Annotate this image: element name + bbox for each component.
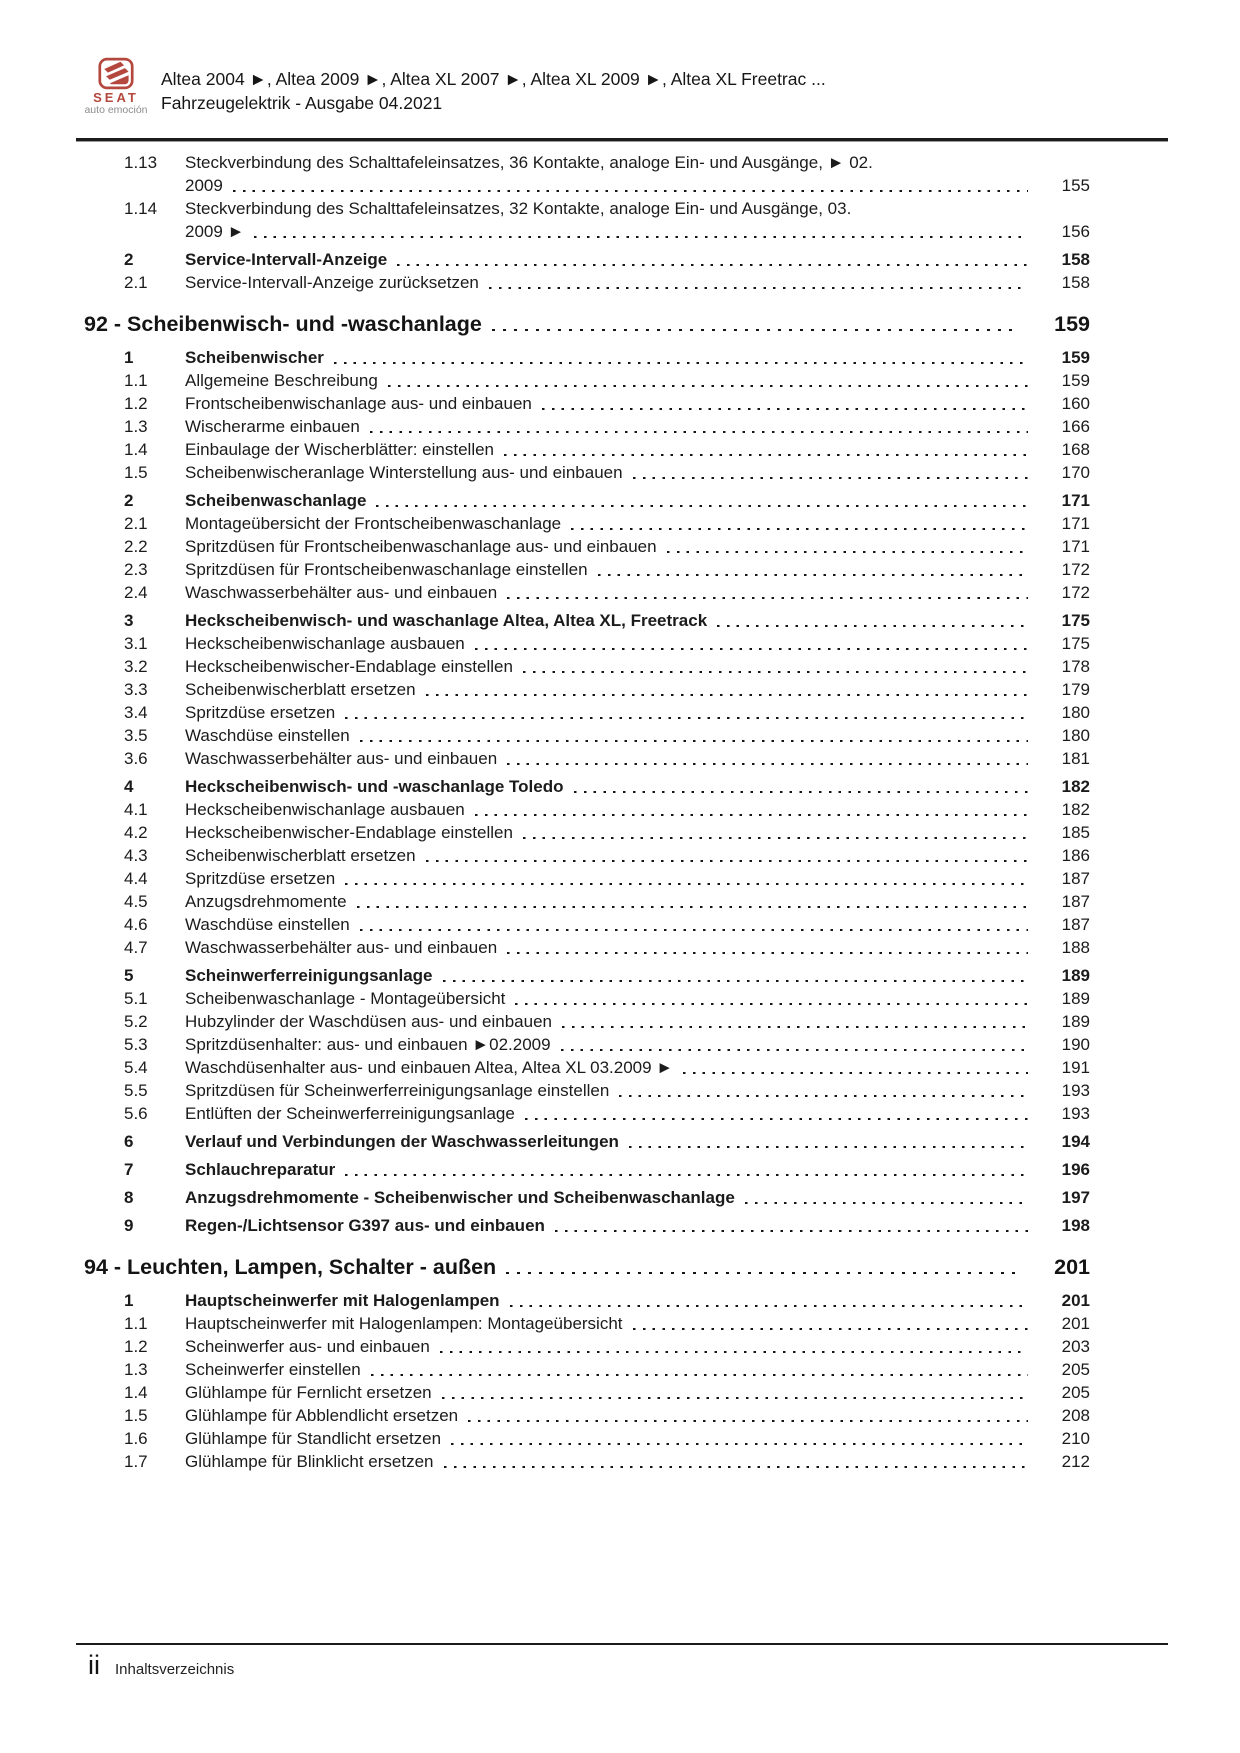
toc-entry-continuation: [84, 220, 1090, 243]
toc-entry-title: Glühlampe für Fernlicht ersetzen: [185, 1383, 432, 1402]
toc-entry-number: 1: [124, 1291, 134, 1310]
toc-entry-page: 171: [1061, 514, 1090, 533]
toc-entry-number: 5.1: [124, 989, 148, 1008]
dot-leader: [515, 1003, 1028, 1006]
toc-entry-number: 1: [124, 348, 134, 367]
toc-entry-title: Spritzdüsen für Frontscheibenwaschanlage aus- und einbauen: [185, 537, 657, 556]
toc-entry: [84, 415, 1090, 438]
toc-entry-page: 189: [1061, 966, 1090, 985]
toc-entry-page: 185: [1061, 823, 1090, 842]
toc-entry-page: 197: [1061, 1188, 1090, 1207]
toc-entry-page: 187: [1061, 915, 1090, 934]
toc-section-title: 94 - Leuchten, Lampen, Schalter - außen: [84, 1255, 497, 1279]
dot-leader: [468, 1420, 1028, 1423]
toc-entry-number: 5.6: [124, 1104, 148, 1123]
toc-entry-title: Scheibenwischerblatt ersetzen: [185, 846, 416, 865]
footer-divider: [76, 1643, 1168, 1645]
toc-entry-page: 201: [1061, 1314, 1090, 1333]
seat-logo-brand: SEAT: [93, 90, 139, 105]
toc-entry-page: 168: [1061, 440, 1090, 459]
toc-entry-title: Waschdüse einstellen: [185, 915, 350, 934]
toc-entry-page: 193: [1061, 1104, 1090, 1123]
dot-leader: [510, 1305, 1028, 1308]
dot-leader: [444, 1466, 1028, 1469]
toc-entry-number: 5.4: [124, 1058, 148, 1077]
dot-leader: [345, 1174, 1028, 1177]
toc-entry-title: Allgemeine Beschreibung: [185, 371, 378, 390]
toc-entry-title: Scheibenwischer: [185, 348, 324, 367]
toc-entry-page: 196: [1061, 1160, 1090, 1179]
toc-entry-number: 1.4: [124, 440, 148, 459]
toc-entry: [84, 964, 1090, 987]
toc-entry-page: 178: [1061, 657, 1090, 676]
toc-entry: [84, 1404, 1090, 1427]
toc-entry: [84, 1056, 1090, 1079]
toc-entry-page: 172: [1061, 560, 1090, 579]
toc-entry-number: 5.3: [124, 1035, 148, 1054]
toc-entry-page: 210: [1061, 1429, 1090, 1448]
toc-entry-number: 6: [124, 1132, 134, 1151]
toc-entry-title: Waschwasserbehälter aus- und einbauen: [185, 749, 498, 768]
toc-entry-number: 1.1: [124, 371, 148, 390]
dot-leader: [370, 431, 1028, 434]
toc-entry-number: 7: [124, 1160, 134, 1179]
toc-entry-number: 1.4: [124, 1383, 148, 1402]
dot-leader: [717, 625, 1028, 628]
toc-entry-title: Hauptscheinwerfer mit Halogenlampen: Montageübersicht: [185, 1314, 623, 1333]
toc-entry-title: Scheinwerfer aus- und einbauen: [185, 1337, 430, 1356]
toc-entry: [84, 151, 1090, 174]
toc-entry-page: 187: [1061, 869, 1090, 888]
toc-entry-page: 171: [1061, 491, 1090, 510]
toc-entry-number: 1.5: [124, 463, 148, 482]
dot-leader: [233, 190, 1028, 193]
toc-entry-title: Wischerarme einbauen: [185, 417, 360, 436]
toc-entry: [84, 747, 1090, 770]
footer-page-number: ii: [88, 1650, 100, 1680]
toc-entry-number: 1.3: [124, 417, 148, 436]
toc-entry-page: 170: [1061, 463, 1090, 482]
toc-entry-page: 166: [1061, 417, 1090, 436]
dot-leader: [574, 791, 1029, 794]
toc-entry-number: 1.5: [124, 1406, 148, 1425]
toc-entry-number: 3.1: [124, 634, 148, 653]
dot-leader: [667, 551, 1028, 554]
toc-entry-title: Glühlampe für Abblendlicht ersetzen: [185, 1406, 459, 1425]
toc-entry-number: 1.3: [124, 1360, 148, 1379]
toc-entry-title: Verlauf und Verbindungen der Waschwasserleitungen: [185, 1132, 619, 1151]
dot-leader: [523, 837, 1028, 840]
toc-entry-page: 180: [1061, 703, 1090, 722]
toc-entry-title: Einbaulage der Wischerblätter: einstellen: [185, 440, 495, 459]
seat-logo-tagline: auto emoción: [84, 104, 148, 116]
toc-entry-title: Heckscheibenwischanlage ausbauen: [185, 800, 465, 819]
toc-entry-title: Glühlampe für Standlicht ersetzen: [185, 1429, 442, 1448]
toc-entry: [84, 271, 1090, 294]
toc-entry-page: 158: [1061, 250, 1090, 269]
toc-section: [84, 311, 1090, 337]
toc-entry-number: 3: [124, 611, 134, 630]
toc-entry: [84, 1312, 1090, 1335]
dot-leader: [451, 1443, 1028, 1446]
toc-entry: [84, 844, 1090, 867]
dot-leader: [492, 329, 1020, 332]
dot-leader: [542, 408, 1028, 411]
toc-entry-title: Scheibenwaschanlage - Montageübersicht: [185, 989, 506, 1008]
toc-entry-title: Heckscheibenwischer-Endablage einstellen: [185, 823, 513, 842]
toc-entry-page: 212: [1061, 1452, 1090, 1471]
toc-entry-page: 159: [1061, 348, 1090, 367]
toc-entry: [84, 1033, 1090, 1056]
dot-leader: [442, 1397, 1028, 1400]
dot-leader: [388, 385, 1028, 388]
toc-entry: [84, 248, 1090, 271]
toc-entry-number: 1.2: [124, 1337, 148, 1356]
toc-entry-page: 180: [1061, 726, 1090, 745]
toc-entry-number: 5.5: [124, 1081, 148, 1100]
toc-entry-number: 1.13: [124, 153, 158, 172]
toc-entry-number: 2.1: [124, 273, 148, 292]
toc-entry-number: 4: [124, 777, 134, 796]
toc-entry-page: 181: [1061, 749, 1090, 768]
toc-entry: [84, 609, 1090, 632]
toc-entry-title: Service-Intervall-Anzeige: [185, 250, 388, 269]
toc-entry: [84, 821, 1090, 844]
dot-leader: [440, 1351, 1028, 1354]
toc-entry: [84, 1158, 1090, 1181]
toc-entry-page: 159: [1061, 371, 1090, 390]
toc-entry: [84, 936, 1090, 959]
toc-entry-number: 3.2: [124, 657, 148, 676]
toc-entry-page: 175: [1061, 634, 1090, 653]
toc-entry-page: 189: [1061, 989, 1090, 1008]
toc-entry-title: Spritzdüse ersetzen: [185, 703, 336, 722]
toc-entry-title: Scheibenwischerblatt ersetzen: [185, 680, 416, 699]
toc-entry-title: Hubzylinder der Waschdüsen aus- und einbauen: [185, 1012, 552, 1031]
dot-leader: [633, 477, 1028, 480]
toc-entry-page: 194: [1061, 1132, 1090, 1151]
toc-entry-title: Steckverbindung des Schalttafeleinsatzes, 32 Kontakte, analoge Ein- und Ausgänge, 03.: [185, 199, 852, 218]
toc-entry-number: 2: [124, 491, 134, 510]
toc-entry: [84, 1079, 1090, 1102]
toc-entry-title: Anzugsdrehmomente - Scheibenwischer und Scheibenwaschanlage: [185, 1188, 735, 1207]
dot-leader: [562, 1026, 1028, 1029]
toc: [84, 151, 1090, 1473]
toc-entry-title: Scheinwerferreinigungsanlage: [185, 966, 433, 985]
toc-entry: [84, 1450, 1090, 1473]
toc-entry-page: 186: [1061, 846, 1090, 865]
dot-leader: [507, 597, 1028, 600]
toc-entry: [84, 1010, 1090, 1033]
toc-entry-title: Spritzdüse ersetzen: [185, 869, 336, 888]
toc-entry: [84, 701, 1090, 724]
toc-entry-title: Waschwasserbehälter aus- und einbauen: [185, 938, 498, 957]
toc-entry-page: 158: [1061, 273, 1090, 292]
toc-entry: [84, 1358, 1090, 1381]
dot-leader: [525, 1118, 1028, 1121]
toc-section-page: 201: [1054, 1255, 1090, 1279]
toc-entry: [84, 987, 1090, 1010]
header-models-line: Altea 2004 ►, Altea 2009 ►, Altea XL 2007 ►, Altea XL 2009 ►, Altea XL Freetrac ...: [161, 69, 826, 89]
toc-entry-number: 1.14: [124, 199, 158, 218]
dot-leader: [345, 717, 1028, 720]
toc-entry: [84, 655, 1090, 678]
dot-leader: [561, 1049, 1028, 1052]
toc-entry-continuation: [84, 174, 1090, 197]
seat-logo: [84, 57, 148, 116]
toc-entry-title: Regen-/Lichtsensor G397 aus- und einbauen: [185, 1216, 545, 1235]
toc-entry: [84, 1186, 1090, 1209]
toc-entry-number: 1.2: [124, 394, 148, 413]
toc-entry: [84, 512, 1090, 535]
toc-entry-number: 4.5: [124, 892, 148, 911]
toc-entry-number: 4.6: [124, 915, 148, 934]
toc-section: [84, 1254, 1090, 1280]
dot-leader: [523, 671, 1028, 674]
toc-entry: [84, 581, 1090, 604]
toc-entry-number: 8: [124, 1188, 134, 1207]
toc-entry: [84, 1102, 1090, 1125]
page-footer: [88, 1649, 234, 1681]
toc-entry-number: 2.3: [124, 560, 148, 579]
dot-leader: [683, 1072, 1028, 1075]
toc-entry: [84, 461, 1090, 484]
toc-entry-number: 5.2: [124, 1012, 148, 1031]
dot-leader: [426, 694, 1028, 697]
toc-entry-page: 188: [1061, 938, 1090, 957]
toc-entry: [84, 1130, 1090, 1153]
dot-leader: [357, 906, 1028, 909]
toc-entry-page: 171: [1061, 537, 1090, 556]
toc-entry: [84, 632, 1090, 655]
toc-entry-title: Hauptscheinwerfer mit Halogenlampen: [185, 1291, 500, 1310]
toc-entry-title: Entlüften der Scheinwerferreinigungsanlage: [185, 1104, 515, 1123]
toc-entry: [84, 1214, 1090, 1237]
toc-entry: [84, 1289, 1090, 1312]
toc-section-title: 92 - Scheibenwisch- und -waschanlage: [84, 312, 482, 336]
toc-section-page: 159: [1054, 312, 1090, 336]
toc-entry-number: 3.4: [124, 703, 148, 722]
dot-leader: [334, 362, 1028, 365]
header-edition-line: Fahrzeugelektrik - Ausgabe 04.2021: [161, 92, 443, 113]
toc-entry-page: 156: [1061, 222, 1090, 241]
toc-entry: [84, 369, 1090, 392]
toc-entry-title: Schlauchreparatur: [185, 1160, 336, 1179]
toc-entry: [84, 489, 1090, 512]
header-text: [161, 68, 826, 116]
dot-leader: [598, 574, 1028, 577]
toc-entry-page: 191: [1061, 1058, 1090, 1077]
toc-entry: [84, 535, 1090, 558]
toc-entry-title: Heckscheibenwisch- und -waschanlage Toledo: [185, 777, 564, 796]
dot-leader: [254, 236, 1028, 239]
toc-entry-title: Heckscheibenwischanlage ausbauen: [185, 634, 465, 653]
toc-entry-title: Scheibenwaschanlage: [185, 491, 367, 510]
toc-entry-number: 1.7: [124, 1452, 148, 1471]
toc-entry: [84, 913, 1090, 936]
toc-entry-title: 2009 ►: [185, 222, 245, 241]
toc-entry: [84, 438, 1090, 461]
dot-leader: [504, 454, 1028, 457]
toc-entry: [84, 197, 1090, 220]
toc-entry-title: Waschdüsenhalter aus- und einbauen Altea, Altea XL 03.2009 ►: [185, 1058, 674, 1077]
toc-entry-number: 3.3: [124, 680, 148, 699]
dot-leader: [426, 860, 1028, 863]
toc-entry-number: 3.6: [124, 749, 148, 768]
dot-leader: [397, 264, 1028, 267]
dot-leader: [745, 1202, 1028, 1205]
toc-entry-number: 1.6: [124, 1429, 148, 1448]
toc-entry-title: Anzugsdrehmomente: [185, 892, 347, 911]
toc-entry: [84, 798, 1090, 821]
toc-entry-title: Steckverbindung des Schalttafeleinsatzes, 36 Kontakte, analoge Ein- und Ausgänge, ► 02.: [185, 153, 873, 172]
dot-leader: [629, 1146, 1028, 1149]
toc-entry-number: 2.4: [124, 583, 148, 602]
toc-entry-title: 2009: [185, 176, 223, 195]
toc-entry-title: Montageübersicht der Frontscheibenwaschanlage: [185, 514, 562, 533]
toc-entry: [84, 392, 1090, 415]
toc-entry-number: 4.3: [124, 846, 148, 865]
toc-entry-number: 3.5: [124, 726, 148, 745]
dot-leader: [360, 740, 1028, 743]
toc-entry-title: Heckscheibenwisch- und waschanlage Altea, Altea XL, Freetrack: [185, 611, 708, 630]
toc-entry-title: Spritzdüsen für Frontscheibenwaschanlage einstellen: [185, 560, 588, 579]
dot-leader: [506, 1272, 1020, 1275]
dot-leader: [507, 763, 1028, 766]
toc-entry: [84, 1381, 1090, 1404]
toc-entry-title: Spritzdüsenhalter: aus- und einbauen ►02.2009: [185, 1035, 551, 1054]
toc-entry-number: 4.1: [124, 800, 148, 819]
toc-entry-number: 2.1: [124, 514, 148, 533]
dot-leader: [571, 528, 1028, 531]
toc-entry-title: Heckscheibenwischer-Endablage einstellen: [185, 657, 513, 676]
toc-entry-page: 208: [1061, 1406, 1090, 1425]
toc-entry-number: 9: [124, 1216, 134, 1235]
toc-entry-title: Service-Intervall-Anzeige zurücksetzen: [185, 273, 479, 292]
toc-entry-page: 172: [1061, 583, 1090, 602]
toc-entry-page: 198: [1061, 1216, 1090, 1235]
dot-leader: [475, 814, 1028, 817]
toc-entry-page: 160: [1061, 394, 1090, 413]
toc-entry: [84, 678, 1090, 701]
toc-entry: [84, 558, 1090, 581]
toc-entry-page: 189: [1061, 1012, 1090, 1031]
toc-entry-page: 201: [1061, 1291, 1090, 1310]
toc-entry-title: Frontscheibenwischanlage aus- und einbauen: [185, 394, 532, 413]
toc-entry-page: 205: [1061, 1383, 1090, 1402]
toc-entry-title: Glühlampe für Blinklicht ersetzen: [185, 1452, 434, 1471]
dot-leader: [371, 1374, 1028, 1377]
toc-entry-page: 179: [1061, 680, 1090, 699]
dot-leader: [619, 1095, 1028, 1098]
toc-entry-number: 4.4: [124, 869, 148, 888]
dot-leader: [489, 287, 1028, 290]
toc-entry-page: 205: [1061, 1360, 1090, 1379]
toc-entry-number: 5: [124, 966, 134, 985]
seat-emblem-icon: [84, 57, 148, 90]
toc-entry-title: Scheibenwischeranlage Winterstellung aus- und einbauen: [185, 463, 623, 482]
toc-entry-number: 4.7: [124, 938, 148, 957]
dot-leader: [555, 1230, 1028, 1233]
dot-leader: [633, 1328, 1028, 1331]
dot-leader: [507, 952, 1028, 955]
toc-entry-number: 2.2: [124, 537, 148, 556]
toc-entry: [84, 890, 1090, 913]
toc-entry-page: 182: [1061, 800, 1090, 819]
dot-leader: [443, 980, 1028, 983]
toc-entry-page: 187: [1061, 892, 1090, 911]
toc-entry-page: 182: [1061, 777, 1090, 796]
toc-entry-number: 4.2: [124, 823, 148, 842]
toc-entry: [84, 1427, 1090, 1450]
dot-leader: [475, 648, 1028, 651]
toc-entry-number: 1.1: [124, 1314, 148, 1333]
dot-leader: [376, 505, 1028, 508]
page-header: [84, 57, 826, 116]
toc-entry: [84, 346, 1090, 369]
toc-entry: [84, 724, 1090, 747]
toc-entry-title: Waschwasserbehälter aus- und einbauen: [185, 583, 498, 602]
toc-entry-page: 193: [1061, 1081, 1090, 1100]
toc-entry-page: 155: [1061, 176, 1090, 195]
footer-label: Inhaltsverzeichnis: [115, 1661, 235, 1678]
toc-entry-title: Spritzdüsen für Scheinwerferreinigungsanlage einstellen: [185, 1081, 610, 1100]
header-divider: [76, 138, 1168, 142]
toc-entry-title: Scheinwerfer einstellen: [185, 1360, 361, 1379]
toc-entry: [84, 867, 1090, 890]
dot-leader: [345, 883, 1028, 886]
toc-entry-page: 190: [1061, 1035, 1090, 1054]
toc-entry-page: 203: [1061, 1337, 1090, 1356]
dot-leader: [360, 929, 1028, 932]
toc-entry-page: 175: [1061, 611, 1090, 630]
toc-entry-title: Waschdüse einstellen: [185, 726, 350, 745]
toc-entry: [84, 1335, 1090, 1358]
toc-entry-number: 2: [124, 250, 134, 269]
toc-entry: [84, 775, 1090, 798]
